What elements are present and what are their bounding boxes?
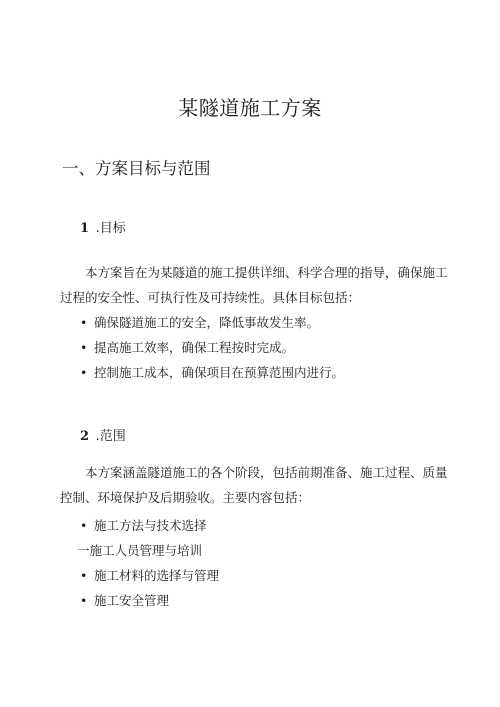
subsection-heading-scope (80, 425, 126, 444)
scope-list (77, 513, 220, 613)
list-item-text: 确保隧道施工的安全，降低事故发生率。 (94, 315, 320, 330)
subsection-title: .范围 (95, 429, 126, 444)
scope-paragraph: 本方案涵盖隧道施工的各个阶段，包括前期准备、施工过程、质量控制、环境保护及后期验收。主要内容包括： (60, 465, 448, 505)
list-item (80, 513, 219, 538)
subsection-title: .目标 (95, 221, 126, 236)
list-item (80, 360, 344, 385)
list-item-text: 施工安全管理 (94, 593, 170, 608)
document-title: 某隧道施工方案 (178, 96, 322, 120)
list-item (80, 588, 219, 613)
bullet-marker: • (80, 315, 88, 330)
list-item (80, 563, 219, 588)
list-item-text: 施工材料的选择与管理 (94, 568, 220, 583)
bullet-marker: • (80, 568, 88, 583)
list-item-text: 施工人员管理与培训 (89, 543, 203, 558)
section-heading: 一、方案目标与范围 (62, 159, 211, 178)
bullet-marker: • (80, 518, 88, 533)
list-item-text: 施工方法与技术选择 (94, 518, 207, 533)
bullet-marker: • (80, 593, 88, 608)
list-item (80, 310, 344, 335)
goal-paragraph: 本方案旨在为某隧道的施工提供详细、科学合理的指导，确保施工过程的安全性、可执行性及可持续性。具体目标包括： (60, 265, 448, 305)
goal-list (80, 310, 344, 385)
bullet-marker: • (80, 340, 88, 355)
subsection-heading-goal (80, 217, 126, 236)
list-item-text: 提高施工效率，确保工程按时完成。 (94, 340, 295, 355)
dash-marker: 一 (77, 543, 90, 558)
list-item (77, 538, 219, 563)
subsection-number: 1 (80, 221, 90, 236)
bullet-marker: • (80, 365, 88, 380)
list-item (80, 335, 344, 360)
subsection-number: 2 (80, 429, 90, 444)
list-item-text: 控制施工成本，确保项目在预算范围内进行。 (94, 365, 345, 380)
